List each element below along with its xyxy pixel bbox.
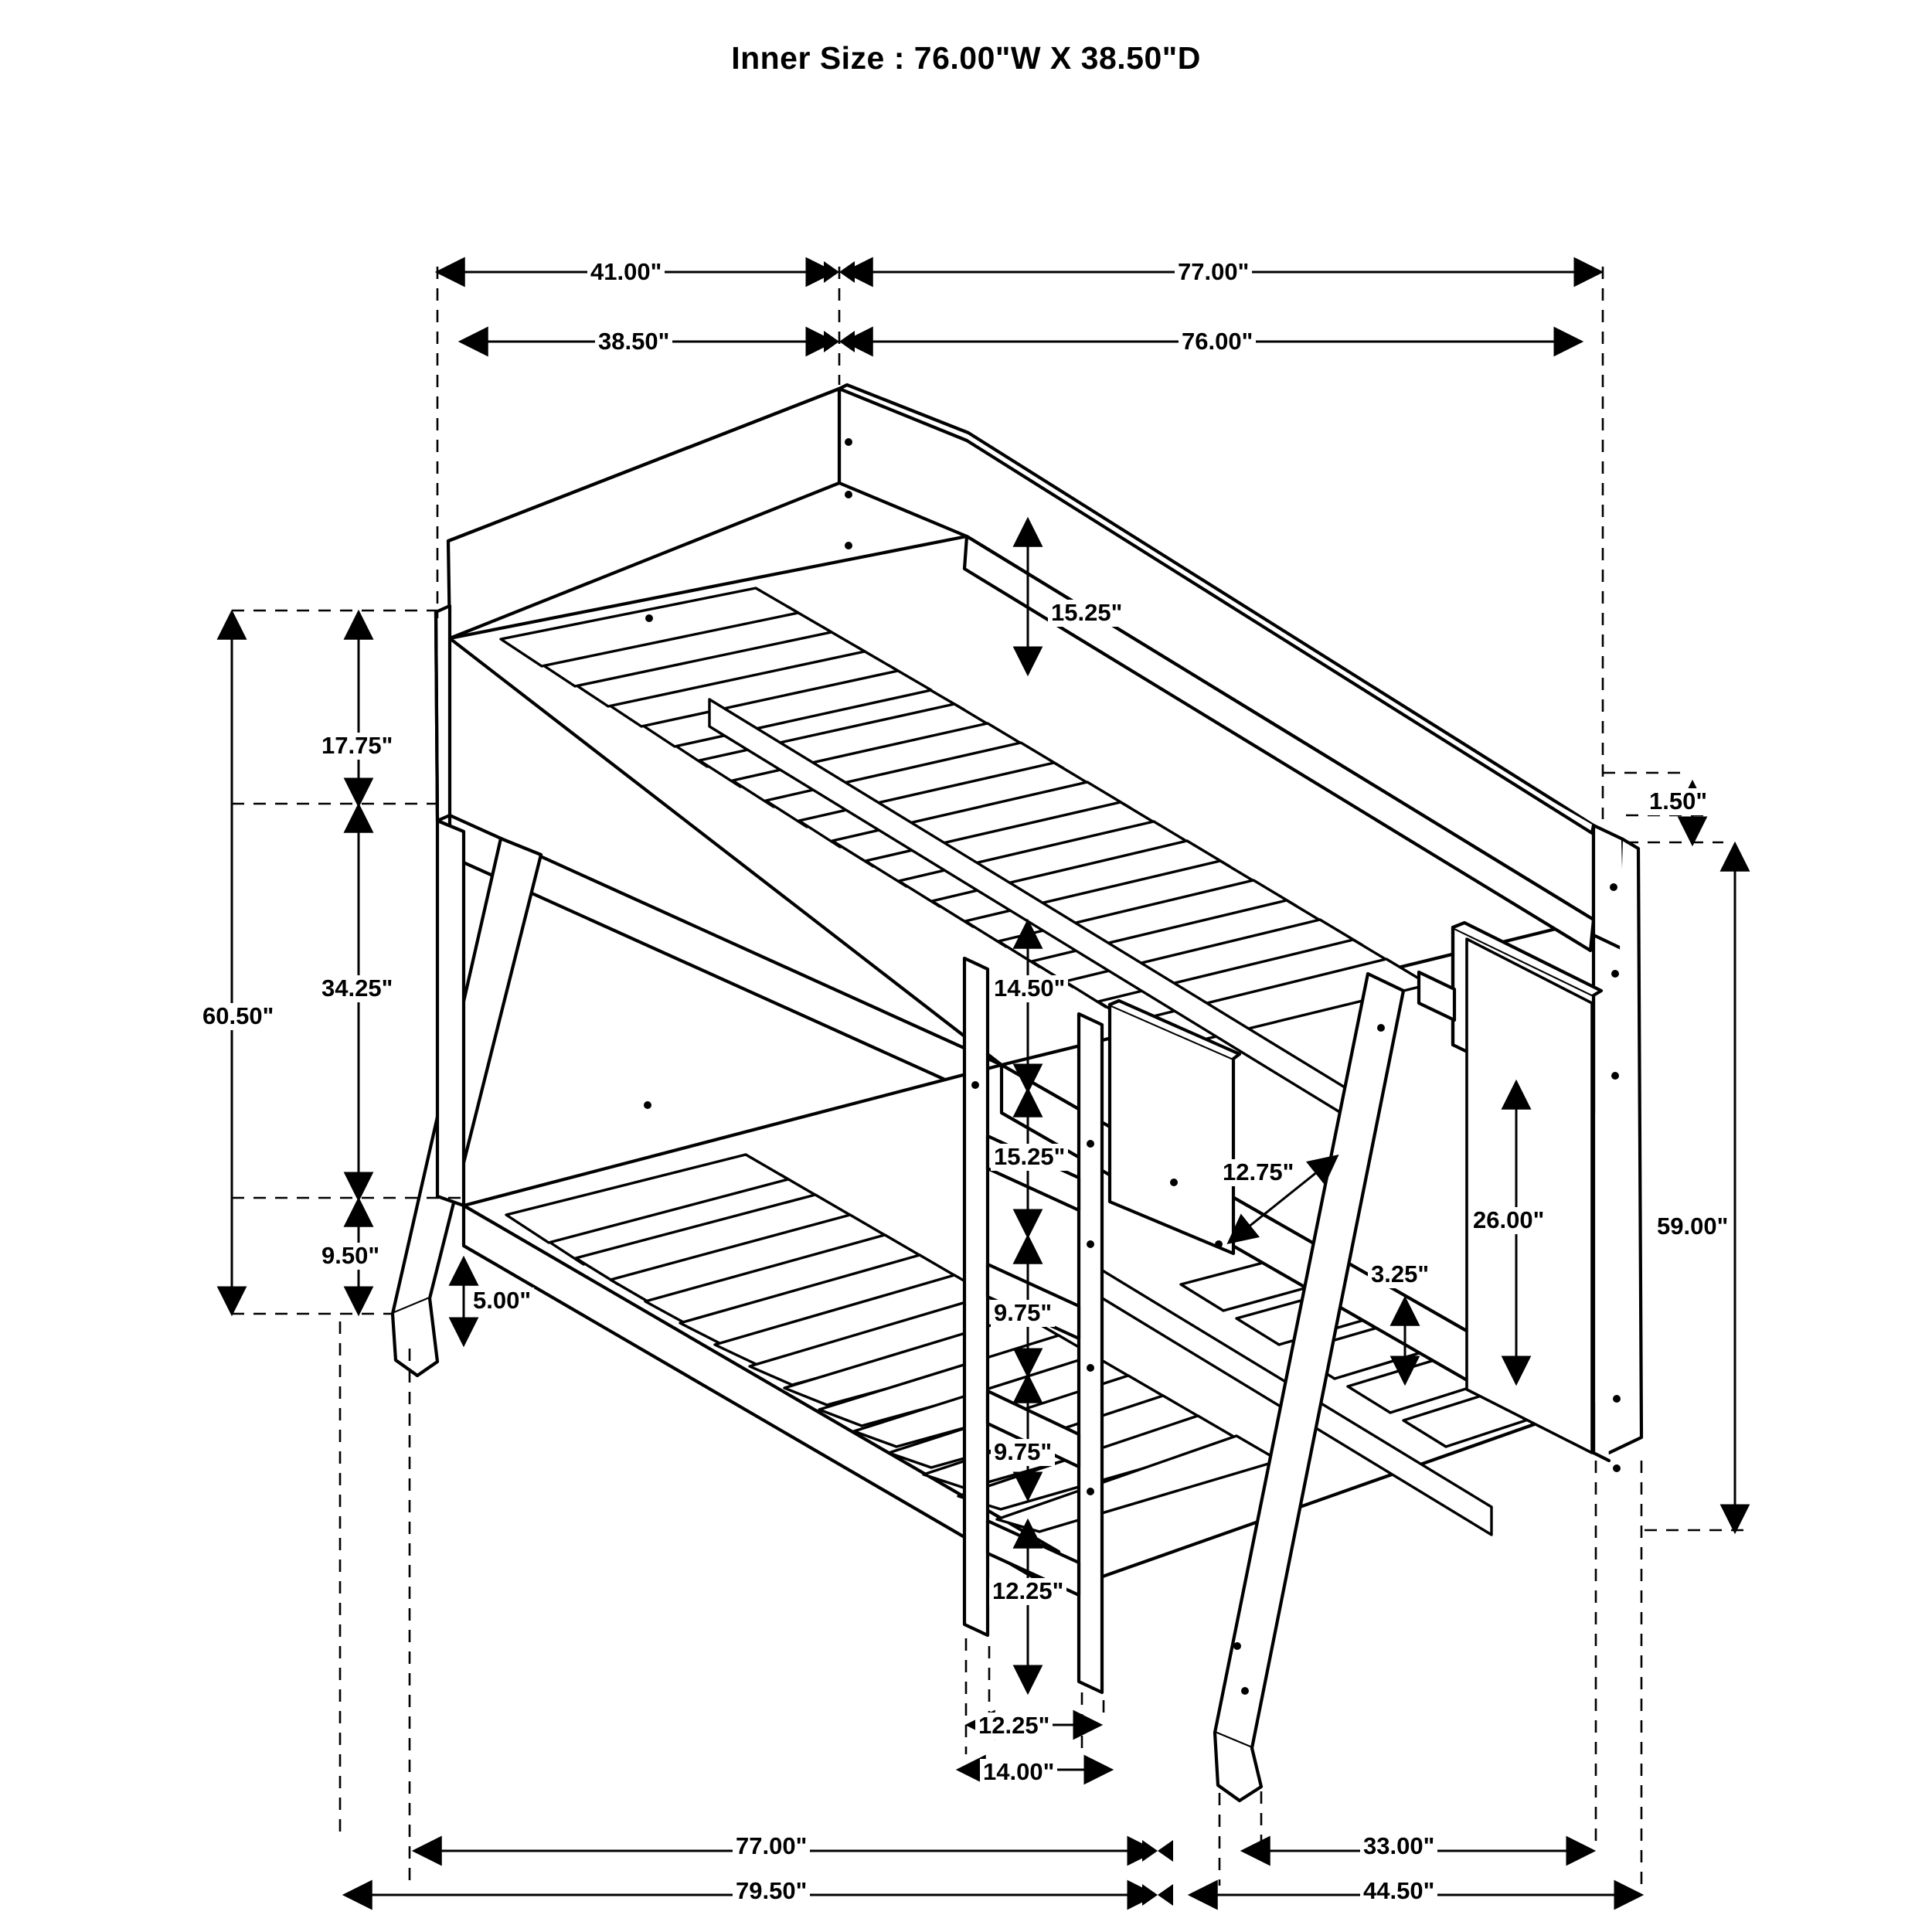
- dim-label-lower-guard-rail: 14.50": [991, 975, 1068, 1002]
- dim-label-upper-guard-rail: 15.25": [1048, 600, 1125, 627]
- dim-label-ladder-outer-width: 14.00": [980, 1759, 1057, 1786]
- dim-label-left-foot: 5.00": [470, 1287, 534, 1315]
- dim-label-right-top-step: 1.50": [1646, 788, 1710, 815]
- dim-label-ladder-step-3: 9.75": [991, 1439, 1055, 1466]
- dim-label-bottom-right-outer: 44.50": [1360, 1878, 1437, 1905]
- dim-label-bottom-left-inner: 77.00": [733, 1833, 810, 1860]
- dim-label-ladder-bottom: 12.25": [989, 1578, 1066, 1605]
- dim-label-top-inner-right: 76.00": [1179, 328, 1256, 355]
- page-title: Inner Size : 76.00"W X 38.50"D: [731, 40, 1201, 76]
- dim-label-right-total-height: 59.00": [1654, 1213, 1731, 1240]
- dim-label-ladder-step-2: 9.75": [991, 1300, 1055, 1327]
- dim-label-lower-bed-height: 26.00": [1470, 1207, 1547, 1234]
- dim-label-left-mid-span: 34.25": [318, 975, 396, 1002]
- dim-label-headboard-panel: 12.75": [1219, 1159, 1297, 1186]
- dim-label-top-inner-left: 38.50": [595, 328, 672, 355]
- dim-label-left-lower: 9.50": [318, 1243, 383, 1270]
- dim-label-lower-slat-clearance: 3.25": [1368, 1261, 1432, 1288]
- dim-label-ladder-inner-width: 12.25": [975, 1713, 1053, 1740]
- dim-label-top-outer-right: 77.00": [1175, 259, 1252, 286]
- dim-label-bottom-left-outer: 79.50": [733, 1878, 810, 1905]
- dim-label-ladder-step-1: 15.25": [991, 1144, 1068, 1171]
- dim-label-top-outer-left: 41.00": [587, 259, 665, 286]
- dim-label-bottom-right-inner: 33.00": [1360, 1833, 1437, 1860]
- dim-label-left-total-height: 60.50": [199, 1003, 277, 1030]
- dim-label-left-upper-rail: 17.75": [318, 733, 396, 760]
